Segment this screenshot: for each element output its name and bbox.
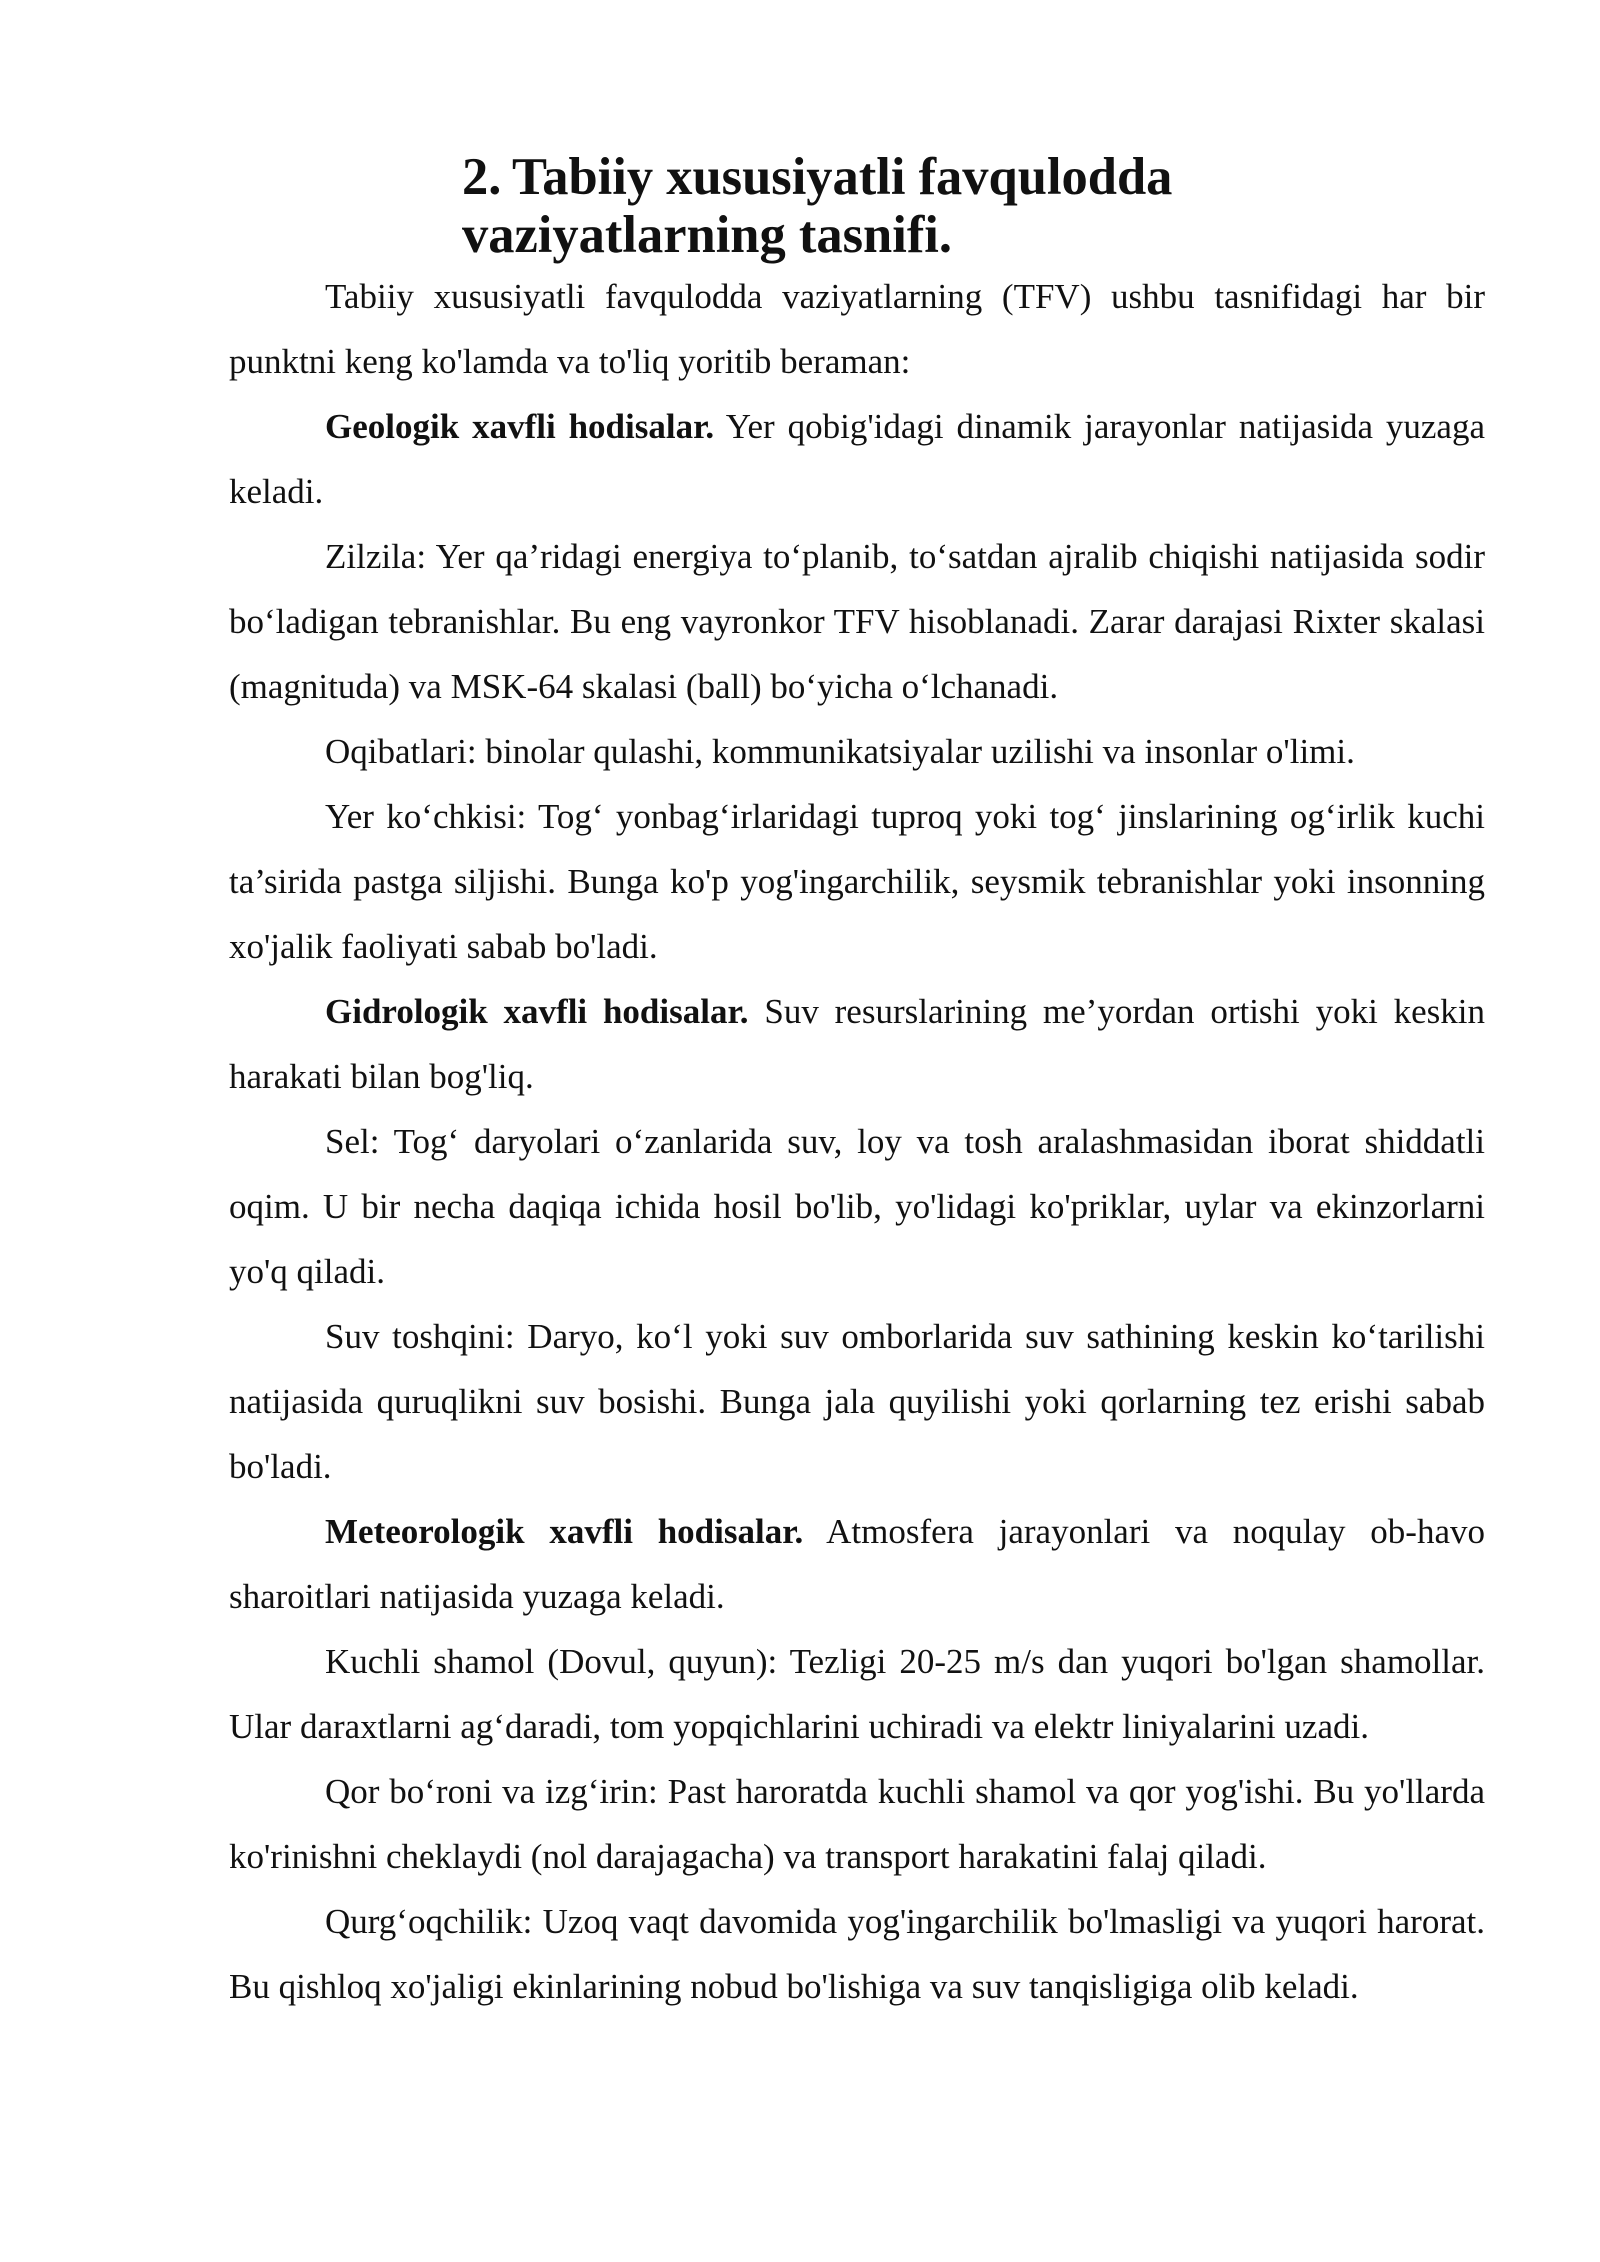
hydrologic-title: Gidrologik xavfli hodisalar. (325, 992, 749, 1031)
document-body (229, 148, 1485, 2019)
mudflow-paragraph: Sel: Tog‘ daryolari o‘zanlarida suv, loy va tosh aralashmasidan iborat shiddatli oqim. U bir necha daqiqa ichida hosil bo'lib, yo'lidagi ko'priklar, uylar va ekinzorlarni yo'q qiladi. (229, 1122, 1485, 1291)
geologic-title: Geologik xavfli hodisalar. (325, 407, 715, 446)
landslide-paragraph: Yer ko‘chkisi: Tog‘ yonbag‘irlaridagi tuproq yoki tog‘ jinslarining og‘irlik kuchi ta’sirida pastga siljishi. Bunga ko'p yog'ingarchilik, seysmik tebranishlar yoki insonning xo'jalik faoliyati sabab bo'ladi. (229, 797, 1485, 966)
section-number: 2. (462, 148, 502, 206)
intro-paragraph: Tabiiy xususiyatli favqulodda vaziyatlarning (TFV) ushbu tasnifidagi har bir punktni keng ko'lamda va to'liq yoritib beraman: (229, 277, 1485, 381)
section-title: Tabiiy xususiyatli favqulodda vaziyatlarning tasnifi. (462, 148, 1173, 264)
consequences-paragraph: Oqibatlari: binolar qulashi, kommunikatsiyalar uzilishi va insonlar o'limi. (325, 732, 1355, 771)
wind-paragraph: Kuchli shamol (Dovul, quyun): Tezligi 20-25 m/s dan yuqori bo'lgan shamollar. Ular daraxtlarni ag‘daradi, tom yopqichlarini uchiradi va elektr liniyalarini uzadi. (229, 1642, 1485, 1746)
flood-paragraph: Suv toshqini: Daryo, ko‘l yoki suv omborlarida suv sathining keskin ko‘tarilishi natijasida quruqlikni suv bosishi. Bunga jala quyilishi yoki qorlarning tez erishi sabab bo'ladi. (229, 1317, 1485, 1486)
meteorologic-text: Atmosfera jarayonlari va noqulay ob-havo sharoitlari natijasida yuzaga keladi. (229, 1512, 1485, 1616)
drought-paragraph: Qurg‘oqchilik: Uzoq vaqt davomida yog'ingarchilik bo'lmasligi va yuqori harorat. Bu qishloq xo'jaligi ekinlarining nobud bo'lishiga va suv tanqisligiga olib keladi. (229, 1902, 1485, 2006)
geologic-text: Yer qobig'idagi dinamik jarayonlar natijasida yuzaga keladi. (229, 407, 1485, 511)
hydrologic-text: Suv resurslarining me’yordan ortishi yoki keskin harakati bilan bog'liq. (229, 992, 1486, 1096)
geologic-paragraph (229, 394, 1485, 524)
blizzard-paragraph: Qor bo‘roni va izg‘irin: Past haroratda kuchli shamol va qor yog'ishi. Bu yo'llarda ko'rinishni cheklaydi (nol darajagacha) va transport harakatini falaj qiladi. (229, 1772, 1485, 1876)
meteorologic-title: Meteorologik xavfli hodisalar. (325, 1512, 804, 1551)
hydrologic-paragraph (229, 979, 1485, 1109)
section-heading (229, 148, 1485, 264)
meteorologic-paragraph (229, 1499, 1485, 1629)
earthquake-paragraph: Zilzila: Yer qa’ridagi energiya to‘planib, to‘satdan ajralib chiqishi natijasida sodir bo‘ladigan tebranishlar. Bu eng vayronkor TFV hisoblanadi. Zarar darajasi Rixter skalasi (magnituda) va MSK-64 skalasi (ball) bo‘yicha o‘lchanadi. (229, 537, 1485, 706)
